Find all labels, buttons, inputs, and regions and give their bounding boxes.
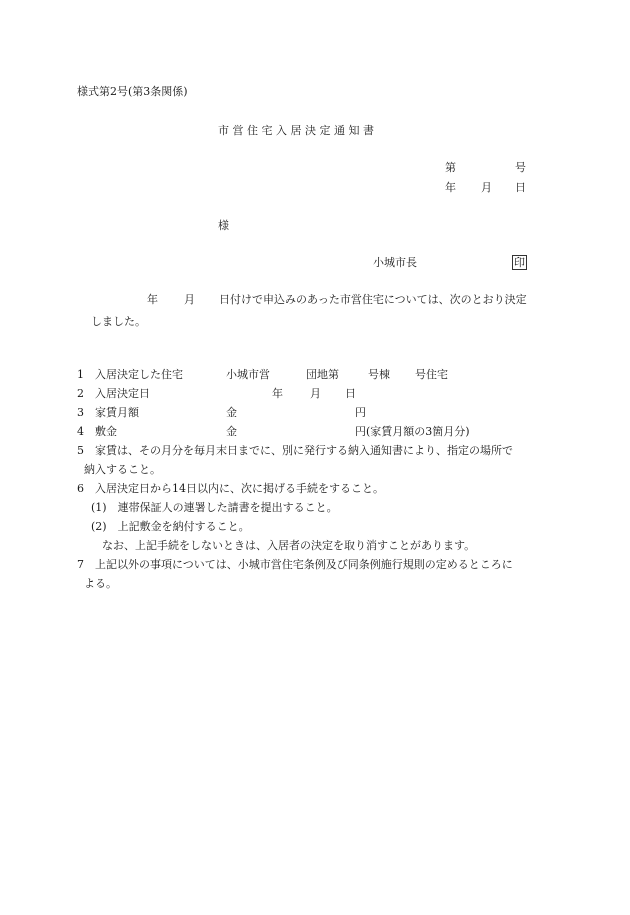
item6-note: なお、上記手続をしないときは、入居者の決定を取り消すことがあります。	[102, 539, 476, 552]
item4-yen: 円(家賃月額の3箇月分)	[355, 425, 470, 438]
issuer-name: 小城市長	[373, 256, 417, 269]
intro-month: 月	[184, 293, 195, 306]
item5-line1: 5 家賃は、その月分を毎月末日までに、別に発行する納入通知書により、指定の場所で	[77, 444, 513, 457]
item2-label: 2 入居決定日	[77, 387, 150, 400]
item4-kin: 金	[226, 425, 237, 438]
item7-line2: よる。	[84, 577, 117, 590]
item6-line1: 6 入居決定日から14日以内に、次に掲げる手続をすること。	[77, 482, 384, 495]
doc-number-prefix: 第	[445, 161, 456, 174]
item1-building: 号棟	[368, 368, 390, 381]
item1-unit: 号住宅	[415, 368, 448, 381]
date-month: 月	[481, 181, 492, 194]
item7-line1: 7 上記以外の事項については、小城市営住宅条例及び同条例施行規則の定めるところに	[77, 558, 513, 571]
item6-sub2: (2) 上記敷金を納付すること。	[91, 520, 250, 533]
intro-line1: 日付けで申込みのあった市営住宅については、次のとおり決定	[219, 293, 527, 306]
item1-city: 小城市営	[226, 368, 270, 381]
item2-year: 年	[272, 387, 283, 400]
item4-label: 4 敷金	[77, 425, 117, 438]
item3-label: 3 家賃月額	[77, 406, 139, 419]
document-title: 市 営 住 宅 入 居 決 定 通 知 書	[218, 124, 374, 137]
seal-mark	[512, 255, 527, 270]
date-year: 年	[445, 181, 456, 194]
item6-sub1: (1) 連帯保証人の連署した請書を提出すること。	[91, 501, 338, 514]
item3-yen: 円	[355, 406, 366, 419]
seal-text: 印	[514, 256, 525, 269]
item1-label: 1 入居決定した住宅	[77, 368, 183, 381]
intro-year: 年	[147, 293, 158, 306]
recipient-honorific: 様	[218, 219, 229, 232]
form-label: 様式第2号(第3条関係)	[77, 85, 188, 98]
item2-day: 日	[345, 387, 356, 400]
item3-kin: 金	[226, 406, 237, 419]
date-day: 日	[515, 181, 526, 194]
doc-number-suffix: 号	[515, 161, 526, 174]
item2-month: 月	[310, 387, 321, 400]
intro-line2: しました。	[91, 315, 146, 328]
item5-line2: 納入すること。	[84, 463, 161, 476]
item1-danchi: 団地第	[306, 368, 339, 381]
